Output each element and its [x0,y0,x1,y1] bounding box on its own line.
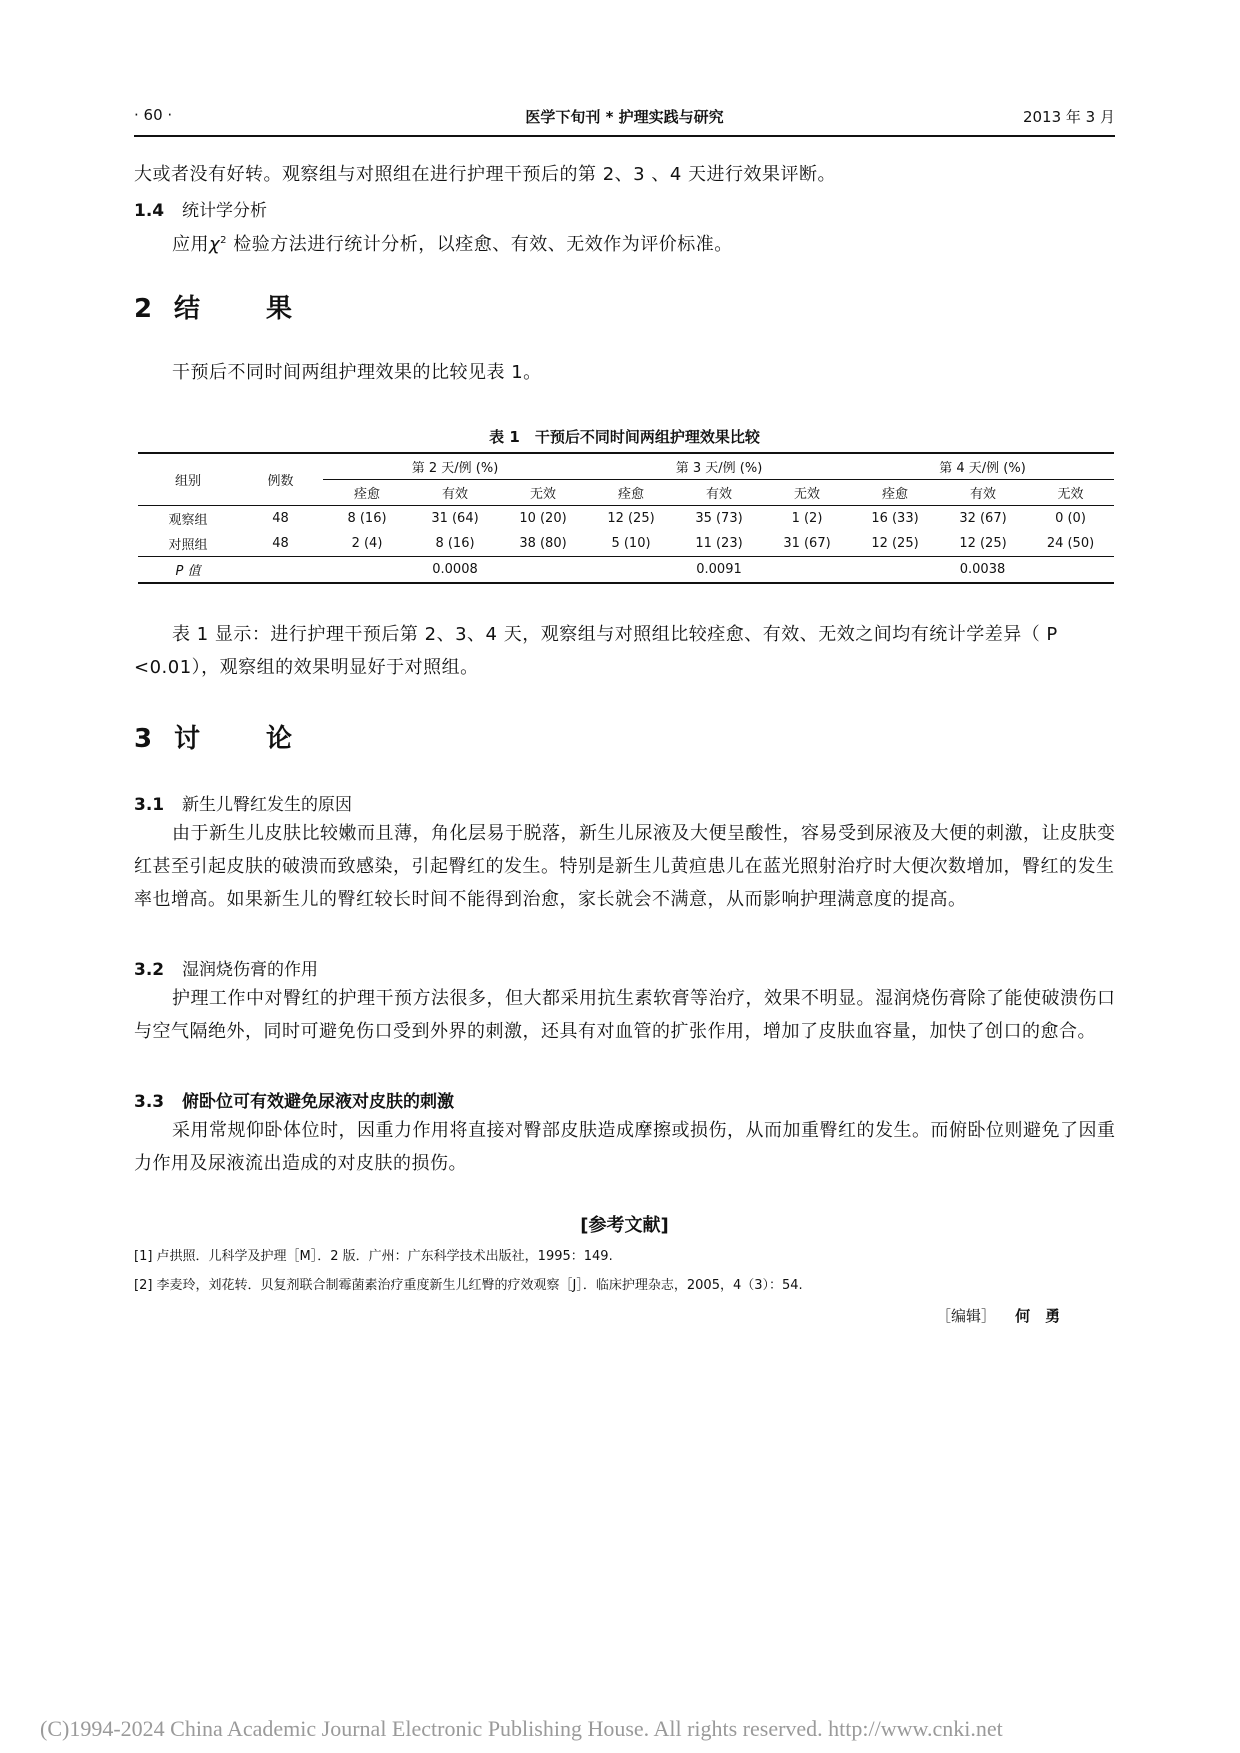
header-group: 组别 [138,453,238,506]
journal-title: 医学下旬刊 * 护理实践与研究 [525,108,724,126]
table-cell: 12 (25) [607,511,655,526]
row-group: 观察组 [168,513,208,528]
section-3-heading [134,718,292,755]
table-row [138,531,1114,557]
table-cell: 0 (0) [1055,511,1086,526]
table-cell: 31 (67) [783,536,831,551]
table-cell: 35 (73) [695,511,743,526]
table-cell: 8 (16) [435,536,475,551]
section-title-char-2: 果 [266,294,293,324]
table-cell: 5 (10) [611,536,651,551]
table-description: 表 1 显示：进行护理干预后第 2、3、4 天，观察组与对照组比较痊愈、有效、无效之间均有统计学差异（ P <0.01），观察组的效果明显好于对照组。 [134,624,1058,678]
section-2-heading [134,288,292,325]
subheader-effective: 有效 [411,480,499,506]
table-cell: 10 (20) [519,511,567,526]
editor-credit [936,1305,1060,1326]
reference-1: [1] 卢拱照．儿科学及护理［M］．2 版．广州：广东科学技术出版社，1995：149. [134,1249,613,1264]
p-value-day-3: 0.0091 [587,557,851,584]
section-title-char-1: 讨 [174,724,201,754]
page-number: · 60 · [134,106,173,124]
row-count: 48 [272,536,289,551]
subsection-number: 1.4 [134,201,165,221]
table-cell: 31 (64) [431,511,479,526]
header-day-4: 第 4 天/例 (%) [851,453,1114,480]
paragraph-3-3: 采用常规仰卧体位时，因重力作用将直接对臀部皮肤造成摩擦或损伤，从而加重臀红的发生。而俯卧位则避免了因重力作用及尿液流出造成的对皮肤的损伤。 [134,1120,1116,1174]
subheader-cured: 痊愈 [323,480,411,506]
chi-symbol: χ [209,234,221,255]
subheader-cured: 痊愈 [851,480,939,506]
section-number: 2 [134,294,153,324]
subsection-title: 新生儿臀红发生的原因 [182,795,352,815]
header-rule [134,135,1115,137]
stats-text-b: 检验方法进行统计分析，以痊愈、有效、无效作为评价标准。 [233,234,733,255]
table-cell: 32 (67) [959,511,1007,526]
stats-paragraph [134,224,1119,261]
table-header-row [138,453,1114,480]
empty-cell [238,557,323,584]
copyright-footer: (C)1994-2024 China Academic Journal Electronic Publishing House. All rights reserved. http://www.cnki.net [40,1716,1003,1741]
intro-paragraph: 大或者没有好转。观察组与对照组在进行护理干预后的第 2、3 、4 天进行效果评断。 [134,164,837,185]
table-row [138,506,1114,532]
subsection-title: 湿润烧伤膏的作用 [182,960,318,980]
section-title-char-1: 结 [174,294,201,324]
subheader-effective: 有效 [939,480,1027,506]
table-cell: 24 (50) [1046,536,1095,551]
table-cell: 16 (33) [871,511,919,526]
header-day-3: 第 3 天/例 (%) [587,453,851,480]
paragraph-3-2: 护理工作中对臀红的护理干预方法很多，但大都采用抗生素软膏等治疗，效果不明显。湿润烧伤膏除了能使破溃伤口与空气隔绝外，同时可避免伤口受到外界的刺激，还具有对血管的扩张作用，增加了皮肤血容量，加快了创口的愈合。 [134,988,1116,1042]
editor-label: ［编辑］ [936,1307,997,1325]
table-cell: 12 (25) [959,536,1007,551]
table-cell: 38 (80) [519,536,567,551]
stats-text-a: 应用 [172,234,209,255]
results-table [138,452,1114,584]
subsection-number: 3.1 [134,795,165,815]
section-number: 3 [134,724,153,754]
header-count: 例数 [238,453,323,506]
table-cell: 8 (16) [347,511,387,526]
subheader-ineffective: 无效 [1027,480,1114,506]
chi-superscript: 2 [220,235,228,246]
row-group: 对照组 [168,538,208,553]
subsection-number: 3.2 [134,960,165,980]
section-title-char-2: 论 [266,724,293,754]
table-caption: 表 1 干预后不同时间两组护理效果比较 [489,428,760,446]
table-cell: 1 (2) [791,511,823,526]
subheader-effective: 有效 [675,480,763,506]
subheader-ineffective: 无效 [499,480,587,506]
p-value-row [138,557,1114,584]
subsection-3-3 [134,1087,454,1112]
table-cell: 2 (4) [351,536,383,551]
subheader-ineffective: 无效 [763,480,851,506]
results-paragraph: 干预后不同时间两组护理效果的比较见表 1。 [172,362,542,383]
p-value-label: P 值 [138,557,238,584]
p-value-day-2: 0.0008 [323,557,587,584]
subsection-1-4 [134,196,267,221]
header-day-2: 第 2 天/例 (%) [323,453,587,480]
p-value-day-4: 0.0038 [851,557,1114,584]
paragraph-3-1: 由于新生儿皮肤比较嫩而且薄，角化层易于脱落，新生儿尿液及大便呈酸性，容易受到尿液及大便的刺激，让皮肤变红甚至引起皮肤的破溃而致感染，引起臀红的发生。特别是新生儿黄疸患儿在蓝光照射治疗时大便次数增加，臀红的发生率也增高。如果新生儿的臀红较长时间不能得到治愈，家长就会不满意，从而影响护理满意度的提高。 [134,823,1116,910]
row-count: 48 [272,511,289,526]
subsection-3-2 [134,955,318,980]
table-cell: 11 (23) [695,536,743,551]
references-title: [参考文献] [580,1215,669,1236]
table-cell: 12 (25) [871,536,919,551]
subsection-3-1 [134,790,352,815]
subsection-title: 俯卧位可有效避免尿液对皮肤的刺激 [182,1092,454,1112]
subsection-title: 统计学分析 [182,201,267,221]
editor-name: 何 勇 [1015,1307,1061,1325]
issue-date: 2013 年 3 月 [1022,108,1115,126]
reference-2: [2] 李麦玲，刘花转．贝复剂联合制霉菌素治疗重度新生儿红臀的疗效观察［J］．临床护理杂志，2005，4（3）：54. [134,1278,803,1293]
subheader-cured: 痊愈 [587,480,675,506]
subsection-number: 3.3 [134,1092,165,1112]
